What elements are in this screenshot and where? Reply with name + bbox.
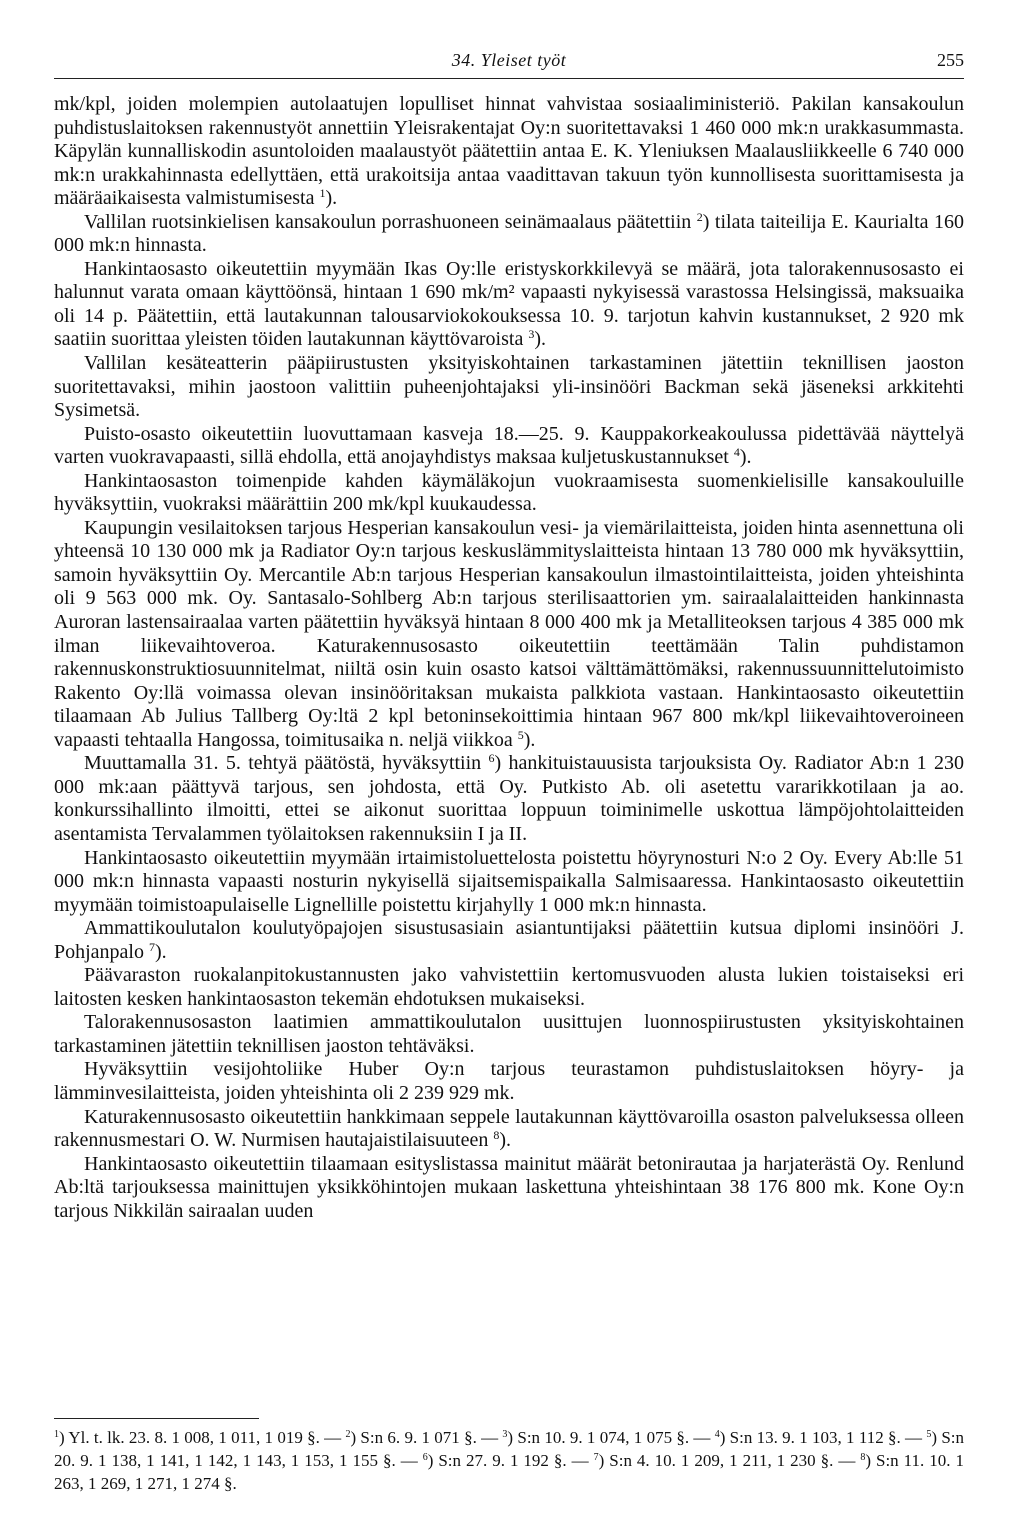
paragraph-text: Hankintaosasto oikeutettiin tilaamaan esityslistassa mainitut määrät betonirautaa ja harjaterästä Oy. Renlund Ab:ltä tarjouksessa mainittujen yksikköhintojen mukaan laskettuna yhteishintaan 38 176 800 mk. Kone Oy:n tarjous Nikkilän sairaalan uuden: [54, 1152, 964, 1222]
paragraph: [54, 423, 964, 470]
paragraph: [54, 211, 964, 258]
footnote-text: ) S:n 20. 9. 1 138, 1 141, 1 142, 1 143, 1 153, 1 155 §. —: [54, 1428, 964, 1470]
footnote-text: ) S:n 6. 9. 1 071 §. —: [350, 1428, 503, 1447]
paragraph-text: Hankintaosasto oikeutettiin myymään irtaimistoluettelosta poistettu höyrynosturi N:o 2 Oy. Every Ab:lle 51 000 mk:n hinnasta vapaasti nosturin nykyisellä sijaitsemispaikalla Salmisaaressa. Hankintaosasto oikeutettiin myymään toimistoapulaiselle Lignellille poistettu kirjahylly 1 000 mk:n hinnasta.: [54, 846, 964, 916]
footnote: [345, 1428, 502, 1447]
footnote-ref: 2: [696, 209, 703, 224]
footnote-ref: 5: [517, 727, 524, 742]
paragraph-text: Muuttamalla 31. 5. tehtyä päätöstä, hyväksyttiin: [84, 752, 489, 775]
footnote-text: ) S:n 27. 9. 1 192 §. —: [427, 1451, 594, 1470]
paragraph: [54, 1153, 964, 1224]
footnote-mark: 3: [502, 1429, 508, 1440]
footnote-mark: 4: [714, 1429, 720, 1440]
paragraph-text-tail: ) tilata taiteilija E. Kaurialta 160 000 mk:n hinnasta.: [54, 210, 964, 257]
footnote-ref: 1: [319, 186, 326, 201]
paragraph: [54, 470, 964, 517]
paragraph-text: Päävaraston ruokalanpitokustannusten jako vahvistettiin kertomusvuoden alusta lukien toistaiseksi eri laitosten kesken hankintaosaston tekemän ehdotuksen mukaiseksi.: [54, 964, 964, 1010]
footnote-ref: 8: [493, 1128, 500, 1143]
paragraph: [54, 352, 964, 423]
footnote-text: ) S:n 13. 9. 1 103, 1 112 §. —: [719, 1428, 927, 1447]
footnotes: [54, 1426, 964, 1495]
paragraph: [54, 1011, 964, 1058]
paragraph-text-tail: ).: [739, 446, 752, 469]
footnote: [594, 1451, 861, 1470]
paragraph-text: Vallilan ruotsinkielisen kansakoulun porrashuoneen seinämaalaus päätettiin: [84, 210, 697, 233]
footnote-ref: 7: [149, 939, 155, 954]
paragraph-text: Hankintaosasto oikeutettiin myymään Ikas Oy:lle eristyskorkkilevyä se määrä, jota talorakennusosasto ei halunnut varata omaan käyttöönsä, hintaan 1 690 mk/m² vapaasti nykyisessä varastossa Helsingissä, maksuaika oli 14 p. Päätettiin, että lautakunnan talousarviokokouksessa 10. 9. tarjotun kahvin kustannukset, 2 920 mk saatiin suorittaa yleisten töiden lautakunnan käyttövaroista: [54, 257, 964, 351]
paragraph: [54, 964, 964, 1011]
footnote-text: ) S:n 4. 10. 1 209, 1 211, 1 230 §. —: [598, 1451, 861, 1470]
footnote: [715, 1428, 927, 1447]
paragraph-text: Hankintaosaston toimenpide kahden käymäläkojun vuokraamisesta suomenkielisille kansakouluille hyväksyttiin, vuokraksi määrättiin 200 mk/kpl kuukaudessa.: [54, 469, 964, 516]
paragraph-text-tail: ).: [325, 187, 338, 210]
footnote-ref: 4: [733, 445, 740, 460]
paragraph-text: Katurakennusosasto oikeutettiin hankkimaan seppele lautakunnan käyttövaroilla osaston palveluksessa olleen rakennusmestari O. W. Nurmisen hautajaistilaisuuteen: [54, 1105, 964, 1152]
running-header: [54, 50, 964, 79]
paragraph: [54, 1106, 964, 1153]
paragraph-text: Talorakennusosaston laatimien ammattikoulutalon uusittujen luonnospiirustusten yksityiskohtainen tarkastaminen jätettiin teknillisen jaoston tehtäväksi.: [54, 1011, 964, 1057]
footnote: [54, 1428, 345, 1447]
paragraph-text: Kaupungin vesilaitoksen tarjous Hesperian kansakoulun vesi- ja viemärilaitteista, joiden hinta asennettuna oli yhteensä 10 130 000 mk ja Radiator Oy:n tarjous keskuslämmityslaitteista hintaan 13 780 000 mk hyväksyttiin, samoin hyväksyttiin Oy. Mercantile Ab:n tarjous Hesperian kansakoulun ilmastointilaitteista, joiden yhteishinta oli 9 563 000 mk. Oy. Santasalo-Sohlberg Ab:n tarjous sterilisaattorien ym. sairaalalaitteiden hankinnasta Auroran lastensairaalaa varten päätettiin hyväksyä hintaan 8 000 400 mk ja Metalliteoksen tarjous 4 385 000 mk ilman liikevaihtoveroa. Katurakennusosasto oikeutettiin teettämään Talin puhdistamon rakennuskonstruktiosuunnitelmat, niiltä osin kuin osasto katsoi välttämättömäksi, rakennussuunnittelutoimisto Rakento Oy:llä voimassa olevan insinööritaksan mukaista palkkiota vastaan. Hankintaosasto oikeutettiin tilaamaan Ab Julius Tallberg Oy:ltä 2 kpl betoninsekoittimia hintaan 967 800 mk/kpl liikevaihtoveroineen vapaasti tehtaalla Hangossa, toimitusaika n. neljä viikkoa: [54, 516, 964, 751]
footnote-mark: 7: [593, 1452, 599, 1463]
paragraph: [54, 917, 964, 964]
footnote-mark: 8: [860, 1452, 866, 1463]
paragraph: [54, 258, 964, 352]
paragraph: [54, 93, 964, 211]
paragraph-text-tail: ).: [534, 328, 546, 351]
paragraph-text-tail: ).: [155, 940, 167, 963]
paragraph: [54, 752, 964, 846]
footnote-text: ) S:n 10. 9. 1 074, 1 075 §. —: [507, 1428, 715, 1447]
page-number: 255: [937, 50, 964, 70]
paragraph: [54, 1058, 964, 1105]
paragraph-text: mk/kpl, joiden molempien autolaatujen lopulliset hinnat vahvistaa sosiaaliministeriö. Pakilan kansakoulun puhdistuslaitoksen rakennustyöt annettiin Yleisrakentajat Oy:n suoritettavaksi 1 460 000 mk:n urakkasummasta. Käpylän kunnalliskodin asuntoloiden maalaustyöt päätettiin antaa E. K. Yleniuksen Maalausliikkeelle 6 740 000 mk:n urakkahinnasta edellyttäen, että urakoitsija antaa vaadittavan takuun työn kunnollisesta suorittamisesta ja määräaikaisesta valmistumisesta: [54, 93, 964, 210]
paragraph-text: Hyväksyttiin vesijohtoliike Huber Oy:n tarjous teurastamon puhdistuslaitoksen höyry- ja lämminvesilaitteista, joiden yhteishinta oli 2 239 929 mk.: [54, 1058, 964, 1104]
footnote-rule: [54, 1418, 259, 1419]
chapter-title: 34. Yleiset työt: [451, 50, 567, 70]
footnote-mark: 5: [926, 1429, 932, 1440]
paragraph: [54, 847, 964, 918]
paragraph: [54, 517, 964, 752]
paragraph-text-tail: ).: [499, 1129, 512, 1152]
footnote-text: ) Yl. t. lk. 23. 8. 1 008, 1 011, 1 019 §. —: [59, 1428, 346, 1447]
footnote-text: ) S:n 11. 10. 1 263, 1 269, 1 271, 1 274 §.: [54, 1451, 964, 1493]
footnote: [423, 1451, 594, 1470]
footnote-ref: 6: [488, 751, 495, 766]
paragraph-text: Vallilan kesäteatterin pääpiirustusten yksityiskohtainen tarkastaminen jätettiin teknillisen jaoston suoritettavaksi, mihin jaostoon valittiin puheenjohtajaksi yli-insinööri Backman sekä jäseneksi arkkitehti Sysimetsä.: [54, 352, 964, 422]
footnote-mark: 2: [345, 1429, 351, 1440]
body-text: [54, 93, 964, 1223]
paragraph-text: Ammattikoulutalon koulutyöpajojen sisustusasiain asiantuntijaksi päätettiin kutsua diplomi insinööri J. Pohjanpalo: [54, 917, 964, 963]
footnote: [502, 1428, 714, 1447]
footnote-ref: 3: [528, 327, 535, 342]
footnote-mark: 1: [54, 1429, 59, 1440]
paragraph-text-tail: ).: [523, 728, 536, 751]
paragraph-text-tail: ) hankituistauusista tarjouksista Oy. Radiator Ab:n 1 230 000 mk:aan päättyvä tarjous, sen johdosta, että Oy. Putkisto Ab. oli asetettu vararikkotilaan ja ao. konkurssihallinto ilmoitti, ettei se aikonut suorittaa loppuun toiminimelle uskottua lämpöjohtolaitteiden asentamista Tervalammen työlaitoksen rakennuksiin I ja II.: [54, 752, 964, 845]
footnote-mark: 6: [422, 1452, 428, 1463]
paragraph-text: Puisto-osasto oikeutettiin luovuttamaan kasveja 18.—25. 9. Kauppakorkeakoulussa pidettävää näyttelyä varten vuokravapaasti, sillä ehdolla, että anojayhdistys maksaa kuljetuskustannukset: [54, 422, 964, 469]
